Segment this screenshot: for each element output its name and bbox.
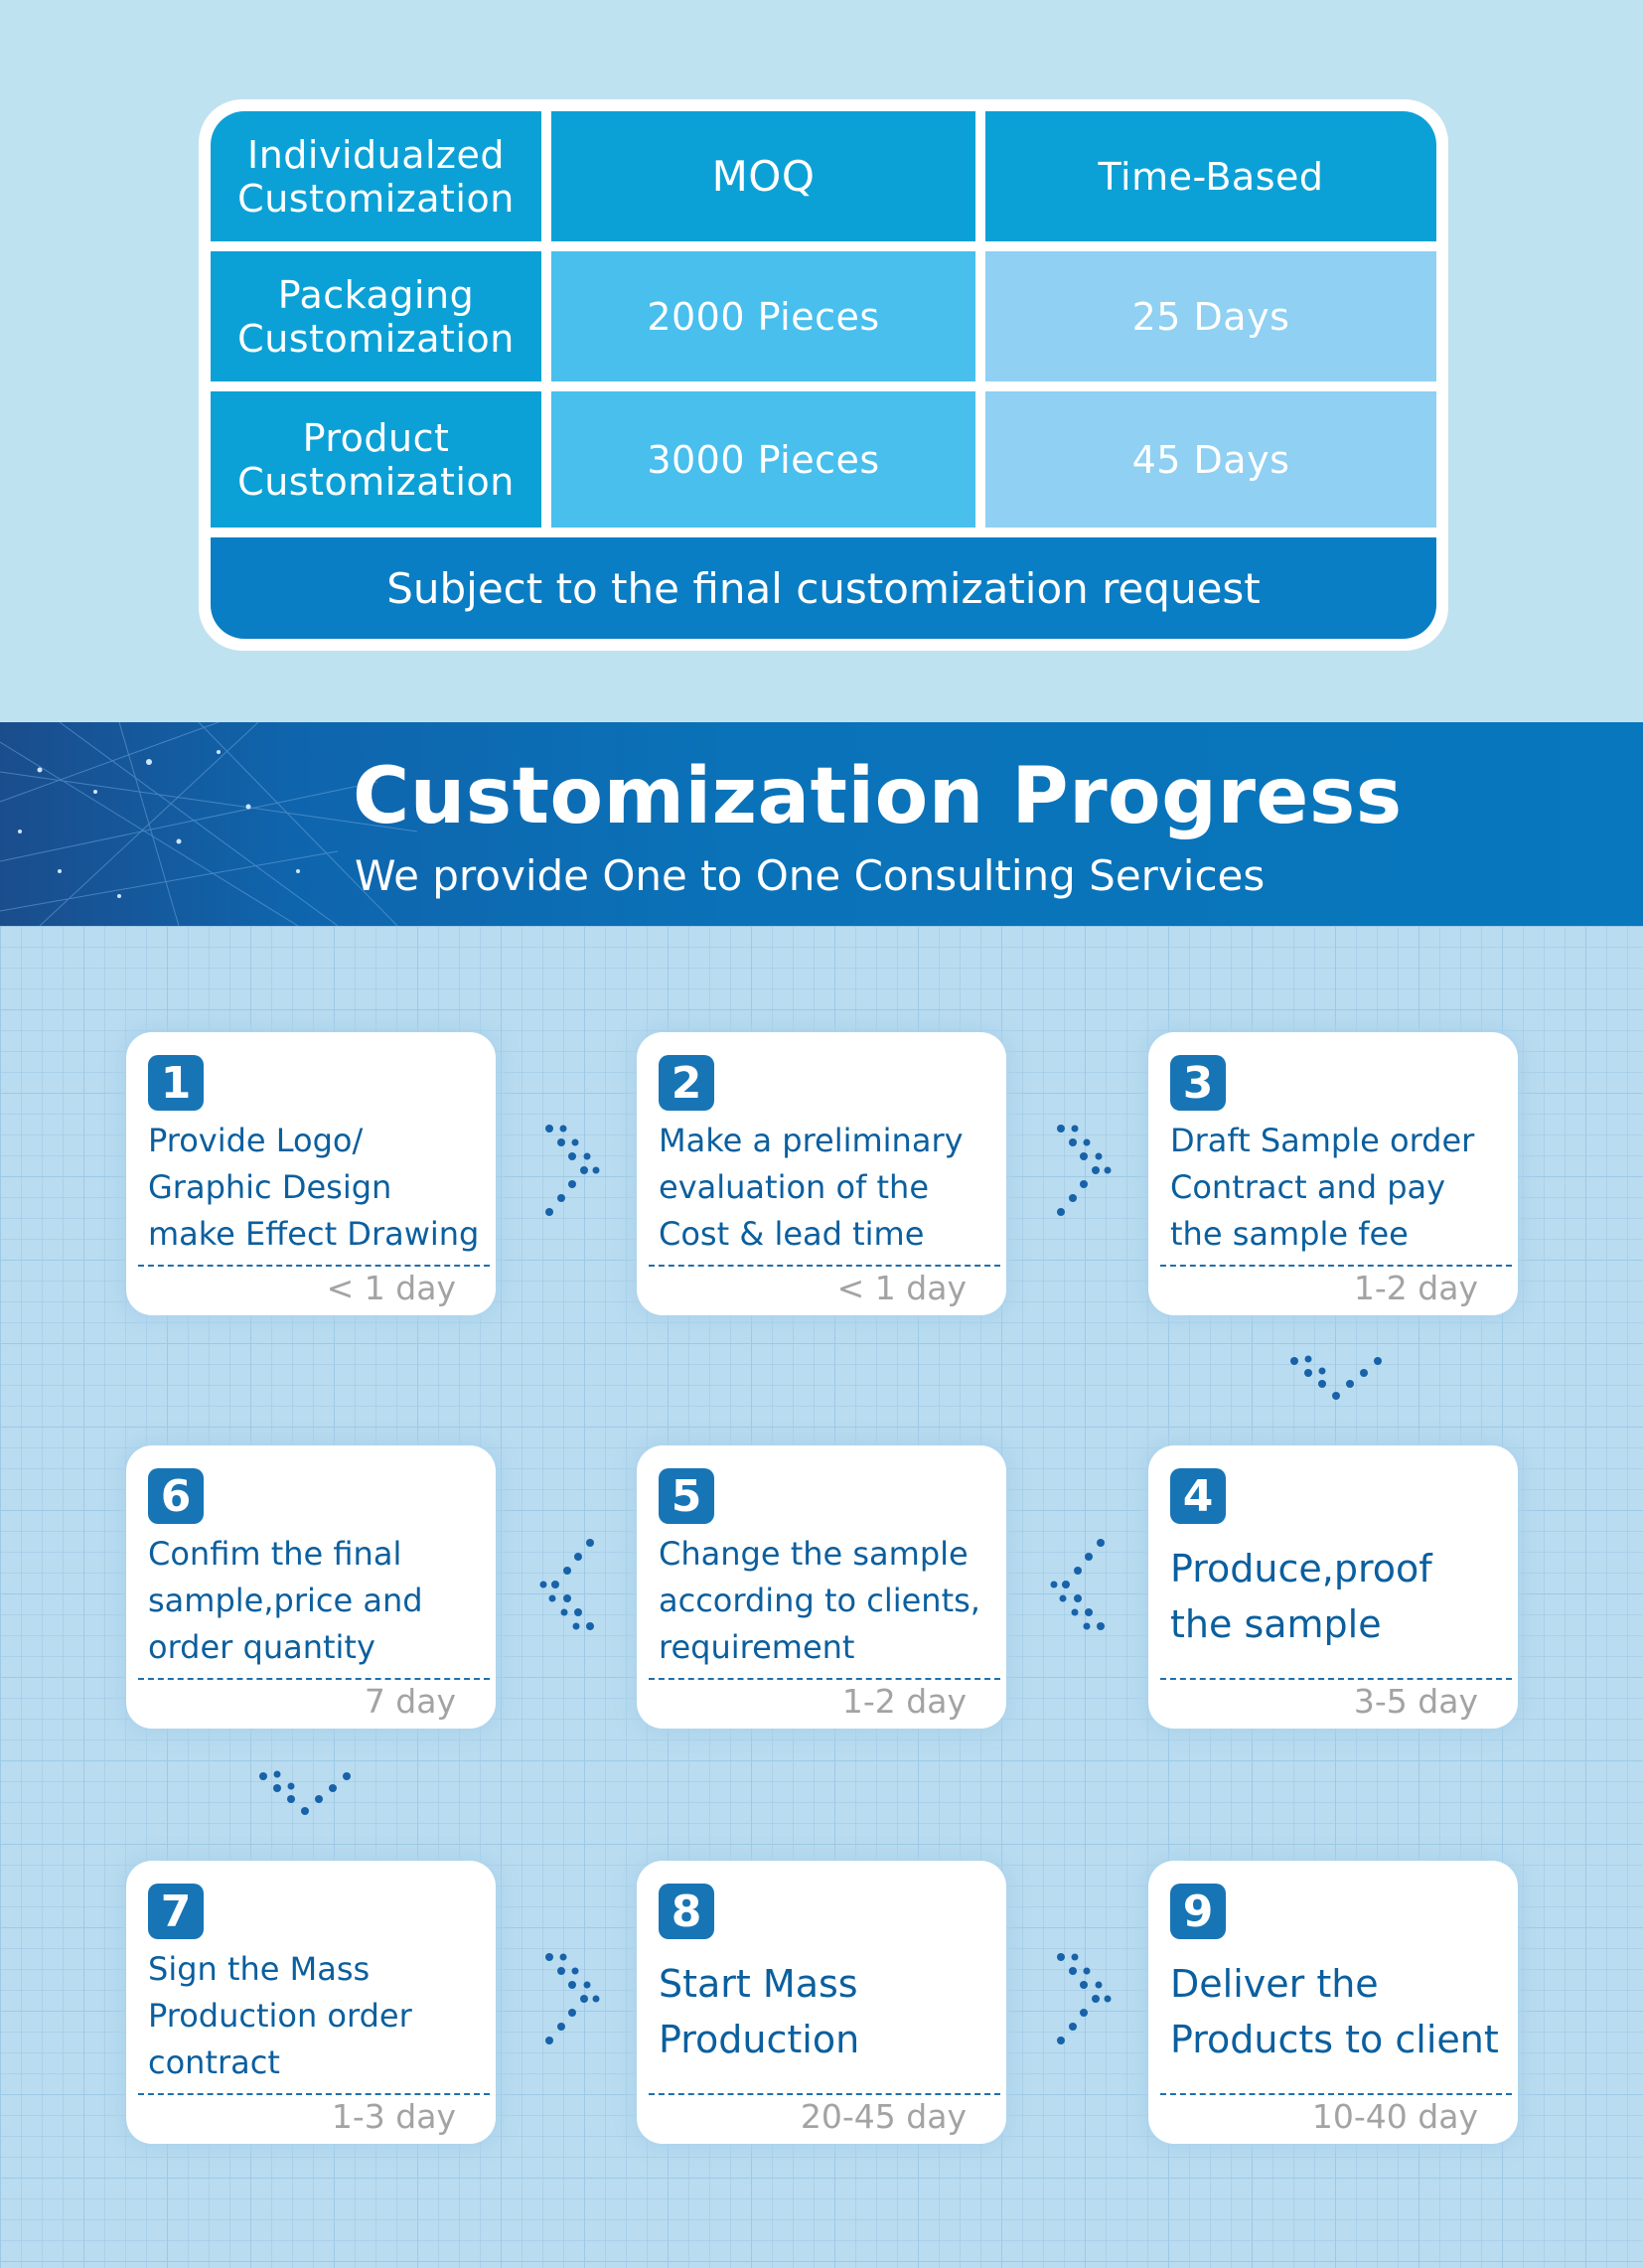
header-individualized-label: Individualzed Customization xyxy=(237,132,515,221)
step-text: Sign the Mass Production order contract xyxy=(148,1950,412,2081)
dotted-arrow-down-icon xyxy=(255,1768,365,1828)
step-duration: 1-2 day xyxy=(841,1682,967,1721)
step-number: 3 xyxy=(1170,1055,1226,1111)
step-divider xyxy=(138,1265,490,1267)
table-cell xyxy=(551,251,975,381)
step-divider xyxy=(649,1265,1000,1267)
step-text: Draft Sample order Contract and pay the sample fee xyxy=(1170,1122,1475,1253)
step-number: 7 xyxy=(148,1884,204,1939)
dotted-arrow-left-icon xyxy=(1049,1535,1109,1644)
step-number: 8 xyxy=(659,1884,714,1939)
step-divider xyxy=(138,2093,490,2095)
customization-table-inner xyxy=(211,111,1436,639)
header-time-based-label: Time-Based xyxy=(1098,154,1324,199)
table-footer: Subject to the final customization request xyxy=(211,537,1436,639)
step-number: 9 xyxy=(1170,1884,1226,1939)
dotted-arrow-right-icon xyxy=(1053,1949,1113,2058)
step-text: Produce,proof the sample xyxy=(1170,1547,1432,1646)
table-cell xyxy=(985,391,1436,528)
step-text: Change the sample according to clients, requirement xyxy=(659,1535,980,1666)
step-divider xyxy=(138,1678,490,1680)
step-divider xyxy=(649,1678,1000,1680)
table-header-cell xyxy=(211,111,541,241)
product-time-value: 45 Days xyxy=(1131,437,1290,482)
step-number: 4 xyxy=(1170,1468,1226,1524)
step-duration: < 1 day xyxy=(326,1269,456,1307)
step-divider xyxy=(1160,1678,1512,1680)
step-card-8 xyxy=(637,1861,1006,2144)
packaging-moq-value: 2000 Pieces xyxy=(647,294,880,339)
step-duration: 3-5 day xyxy=(1353,1682,1478,1721)
step-divider xyxy=(1160,1265,1512,1267)
step-duration: 7 day xyxy=(364,1682,456,1721)
step-card-4 xyxy=(1148,1445,1518,1729)
step-text: Deliver the Products to client xyxy=(1170,1962,1499,2061)
step-number: 5 xyxy=(659,1468,714,1524)
table-header-cell xyxy=(551,111,975,241)
steps-grid xyxy=(0,926,1643,2268)
step-card-3 xyxy=(1148,1032,1518,1315)
table-cell xyxy=(985,251,1436,381)
step-text: Make a preliminary evaluation of the Cost & lead time xyxy=(659,1122,964,1253)
dotted-arrow-right-icon xyxy=(1053,1121,1113,1230)
table-row-label-cell xyxy=(211,391,541,528)
banner-subtitle: We provide One to One Consulting Services xyxy=(355,851,1266,900)
header-moq-label: MOQ xyxy=(711,151,816,201)
step-card-5 xyxy=(637,1445,1006,1729)
step-duration: 20-45 day xyxy=(800,2097,967,2136)
step-card-2 xyxy=(637,1032,1006,1315)
packaging-time-value: 25 Days xyxy=(1131,294,1290,339)
step-text: Start Mass Production xyxy=(659,1962,860,2061)
banner-title: Customization Progress xyxy=(353,752,1403,841)
step-number: 1 xyxy=(148,1055,204,1111)
dotted-arrow-right-icon xyxy=(541,1121,601,1230)
step-duration: 1-3 day xyxy=(331,2097,456,2136)
step-divider xyxy=(649,2093,1000,2095)
table-header-cell xyxy=(985,111,1436,241)
step-duration: 10-40 day xyxy=(1311,2097,1478,2136)
table-row-label-cell xyxy=(211,251,541,381)
step-text: Confim the final sample,price and order quantity xyxy=(148,1535,423,1666)
progress-banner xyxy=(0,722,1643,926)
dotted-arrow-left-icon xyxy=(538,1535,598,1644)
row-packaging-label: Packaging Customization xyxy=(237,272,515,361)
table-cell xyxy=(551,391,975,528)
dotted-arrow-right-icon xyxy=(541,1949,601,2058)
step-card-7 xyxy=(126,1861,496,2144)
moq-section xyxy=(0,0,1643,722)
step-divider xyxy=(1160,2093,1512,2095)
step-number: 2 xyxy=(659,1055,714,1111)
row-product-label: Product Customization xyxy=(237,415,515,504)
product-moq-value: 3000 Pieces xyxy=(647,437,880,482)
step-card-1 xyxy=(126,1032,496,1315)
step-duration: < 1 day xyxy=(836,1269,967,1307)
step-card-6 xyxy=(126,1445,496,1729)
step-card-9 xyxy=(1148,1861,1518,2144)
dotted-arrow-down-icon xyxy=(1286,1353,1396,1413)
step-duration: 1-2 day xyxy=(1353,1269,1478,1307)
step-number: 6 xyxy=(148,1468,204,1524)
step-text: Provide Logo/ Graphic Design make Effect Drawing xyxy=(148,1122,480,1253)
customization-table xyxy=(199,99,1448,651)
